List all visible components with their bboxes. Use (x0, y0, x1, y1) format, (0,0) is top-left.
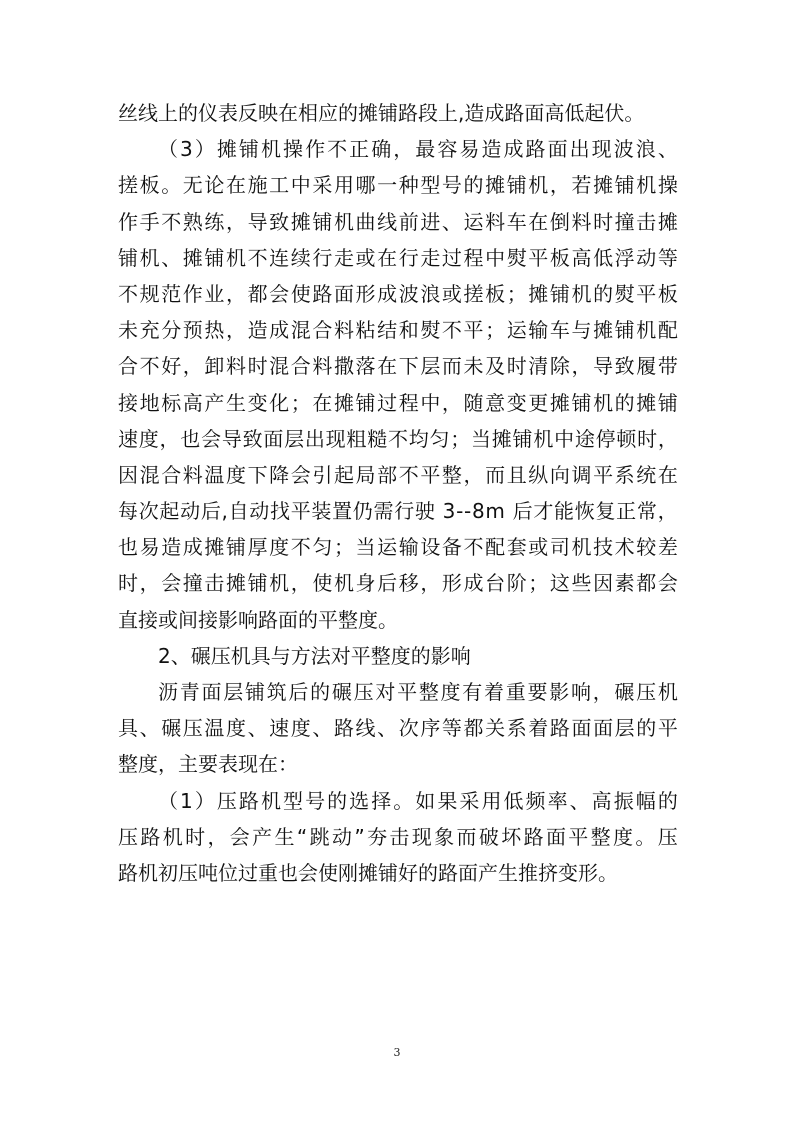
text-line: 铺 机 、 摊 铺 机 不 连 续 行 走 或 在 行 走 过 程 中 熨 平 板 高 低 浮 动 等 (118, 245, 678, 270)
text-line: 未 充 分 预 热 ， 造 成 混 合 料 粘 结 和 熨 不 平 ； 运 输 车 与 摊 铺 机 配 (118, 318, 678, 343)
page-number: 3 (393, 1046, 401, 1059)
text-line: 速 度 ， 也 会 导 致 面 层 出 现 粗 糙 不 均 匀 ； 当 摊 铺 机 中 途 停 顿 时 ， (118, 426, 678, 451)
text-line: 压 路 机 时 ， 会 产 生 “ 跳 动 ” 夯 击 现 象 而 破 坏 路 面 平 整 度 。 压 (118, 824, 678, 849)
text-line: 具 、 碾 压 温 度 、 速 度 、 路 线 、 次 序 等 都 关 系 着 路 面 面 层 的 平 (118, 716, 678, 741)
text-line: 合 不 好 ， 卸 料 时 混 合 料 撒 落 在 下 层 而 未 及 时 清 除 ， 导 致 履 带 (118, 354, 678, 379)
text-line: 整度，主要表现在： (118, 752, 298, 777)
text-line: 丝线上的仪表反映在相应的摊铺路段上,造成路面高低起伏。 (118, 101, 645, 125)
text-line: 时 ， 会 撞 击 摊 铺 机 ， 使 机 身 后 移 ， 形 成 台 阶 ； 这 些 因 素 都 会 (118, 571, 678, 596)
text-line: 也 易 造 成 摊 铺 厚 度 不 匀 ； 当 运 输 设 备 不 配 套 或 司 机 技 术 较 差 (118, 535, 678, 560)
text-line: 因 混 合 料 温 度 下 降 会 引 起 局 部 不 平 整 ， 而 且 纵 向 调 平 系 统 在 (118, 462, 678, 487)
text-line: 路机初压吨位过重也会使刚摊铺好的路面产生推挤变形。 (118, 860, 618, 885)
text-line: 每 次 起 动 后 , 自 动 找 平 装 置 仍 需 行 驶 3 - - 8 m 后 才 能 恢 复 正 常 ， (118, 499, 678, 524)
body-text (118, 95, 678, 891)
text-line: 作 手 不 熟 练 ， 导 致 摊 铺 机 曲 线 前 进 、 运 料 车 在 倒 料 时 撞 击 摊 (118, 209, 678, 234)
text-line: 直接或间接影响路面的平整度。 (118, 607, 398, 632)
text-line: （ 1 ） 压 路 机 型 号 的 选 择 。 如 果 采 用 低 频 率 、 高 振 幅 的 (158, 788, 678, 813)
text-line: 接 地 标 高 产 生 变 化 ； 在 摊 铺 过 程 中 ， 随 意 变 更 摊 铺 机 的 摊 铺 (118, 390, 678, 415)
text-line: 搓 板 。 无 论 在 施 工 中 采 用 哪 一 种 型 号 的 摊 铺 机 ， 若 摊 铺 机 操 (118, 173, 678, 198)
text-line: 沥 青 面 层 铺 筑 后 的 碾 压 对 平 整 度 有 着 重 要 影 响 ， 碾 压 机 (158, 680, 678, 704)
text-line: （ 3 ） 摊 铺 机 操 作 不 正 确 ， 最 容 易 造 成 路 面 出 现 波 浪 、 (158, 137, 678, 162)
text-line: 2、碾压机具与方法对平整度的影响 (158, 643, 471, 668)
text-line: 不 规 范 作 业 ， 都 会 使 路 面 形 成 波 浪 或 搓 板 ； 摊 铺 机 的 熨 平 板 (118, 281, 678, 306)
